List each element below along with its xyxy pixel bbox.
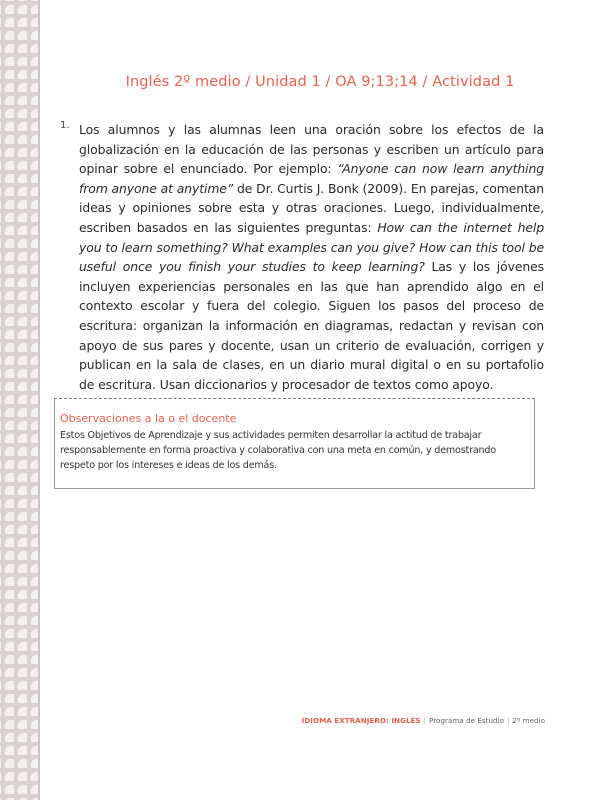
observations-title: Observaciones a la o el docente bbox=[60, 412, 237, 425]
teacher-observations-box bbox=[54, 398, 535, 489]
activity-text bbox=[79, 120, 544, 394]
activity-text-part1: Los alumnos y las alumnas leen una oración sobre los efectos de la globalización en la educación de las personas y escriben un artículo para opinar sobre el enunciado. Por ejemplo: bbox=[79, 122, 544, 177]
observations-text: Estos Objetivos de Aprendizaje y sus actividades permiten desarrollar la actitud de trabajar responsablemente en forma proactiva y colaborativa con una meta en común, y demostrando respeto por los intereses e ideas de los demás. bbox=[60, 430, 496, 471]
activity-questions: How can the internet help you to learn something? What examples can you give? How can this tool be useful once you finish your studies to keep learning? bbox=[79, 219, 544, 275]
decorative-side-strip bbox=[0, 0, 40, 800]
footer-subject: IDIOMA EXTRANJERO: INGLÉS bbox=[301, 716, 421, 725]
activity-text-part2: de Dr. Curtis J. Bonk (2009). En parejas, comentan ideas y opiniones sobre esta y otras oraciones. Luego, individualmente, escriben basados en las siguientes preguntas: bbox=[79, 180, 545, 235]
footer-separator: | bbox=[423, 716, 427, 725]
page-footer bbox=[302, 716, 545, 725]
page-title: Inglés 2º medio / Unidad 1 / OA 9;13;14 / Actividad 1 bbox=[125, 74, 515, 90]
activity-quote: “Anyone can now learn anything from anyone at anytime” bbox=[79, 161, 544, 196]
footer-separator: | bbox=[506, 716, 510, 725]
footer-grade: 2º medio bbox=[512, 716, 545, 725]
activity-text-part3: Las y los jóvenes incluyen experiencias personales en las que han aprendido algo en el contexto escolar y fuera del colegio. Siguen los pasos del proceso de escritura: organizan la información en diagramas, redactan y revisan con apoyo de sus pares y docente, usan un criterio de evaluación, corrigen y publican en la sala de clases, en un diario mural digital o en su portafolio de escritura. Usan diccionarios y procesador de textos como apoyo. bbox=[79, 259, 544, 392]
footer-program: Programa de Estudio bbox=[429, 716, 504, 725]
activity-number: 1. bbox=[60, 120, 70, 131]
activity-item bbox=[60, 120, 544, 394]
